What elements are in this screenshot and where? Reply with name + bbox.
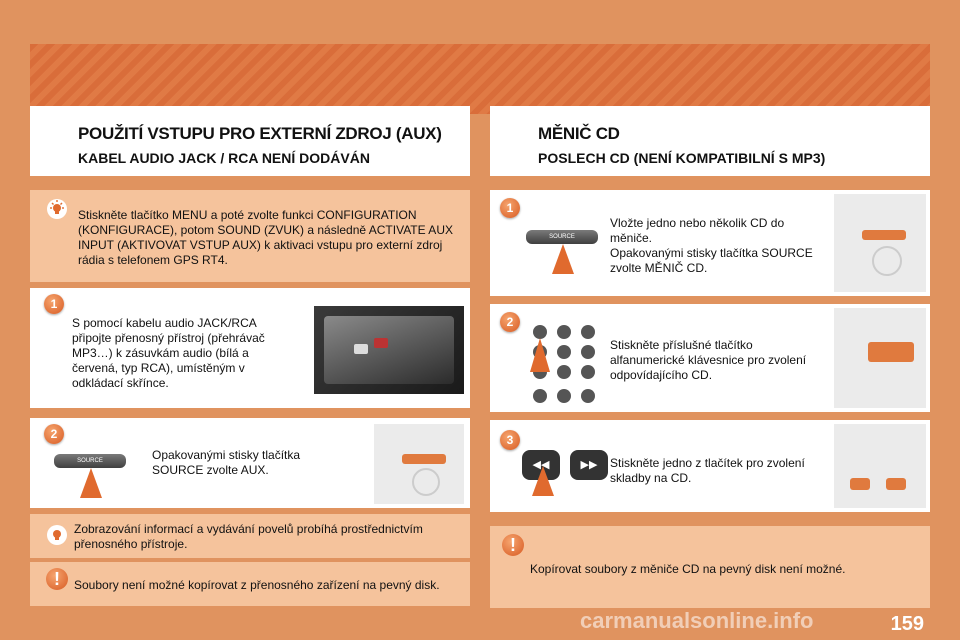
keypad-icon <box>528 322 604 406</box>
right-step-1 <box>490 190 930 296</box>
left-step-1-text: S pomocí kabelu audio JACK/RCA připojte přenosný přístroj (přehrávač MP3…) k zásuvkám audio (bílá a červená, typ RCA), umístěným v odkládací skřínce. <box>72 316 265 390</box>
step-number-badge: 2 <box>44 424 64 444</box>
radio-seek-highlight-left <box>850 478 870 490</box>
radio-source-highlight <box>862 230 906 240</box>
step-number-badge: 1 <box>500 198 520 218</box>
radio-source-highlight <box>402 454 446 464</box>
left-tip-display <box>30 514 470 558</box>
step-number-badge: 1 <box>44 294 64 314</box>
right-step-3 <box>490 420 930 512</box>
left-header <box>30 106 470 176</box>
left-title: POUŽITÍ VSTUPU PRO EXTERNÍ ZDROJ (AUX) <box>78 124 442 143</box>
radio-knob <box>872 246 902 276</box>
left-tip-display-text: Zobrazování informací a vydávání povelů probíhá prostřednictvím přenosného přístroje. <box>74 522 423 551</box>
watermark: carmanualsonline.info <box>580 608 814 633</box>
left-step-2 <box>30 418 470 508</box>
right-step-2-text: Stiskněte příslušné tlačítko alfanumerické klávesnice pro zvolení odpovídajícího CD. <box>610 338 807 382</box>
radio-keypad-highlight <box>868 342 914 362</box>
warning-icon: ! <box>502 534 524 556</box>
right-title: MĚNIČ CD <box>538 124 620 143</box>
rca-socket-white <box>354 344 368 354</box>
header-stripe-band <box>30 44 930 114</box>
left-warning-text: Soubory není možné kopírovat z přenosného zařízení na pevný disk. <box>74 578 440 592</box>
radio-unit-thumbnail <box>374 424 464 504</box>
source-button-illustration: SOURCE <box>526 230 598 244</box>
press-arrow-icon <box>80 468 102 498</box>
right-step-3-text: Stiskněte jedno z tlačítek pro zvolení skladby na CD. <box>610 456 805 485</box>
glovebox-photo-panel <box>324 316 454 384</box>
step-number-badge: 3 <box>500 430 520 450</box>
lightbulb-icon <box>46 198 68 220</box>
right-header <box>490 106 930 176</box>
warning-icon: ! <box>46 568 68 590</box>
press-arrow-icon <box>552 244 574 274</box>
press-arrow-icon <box>532 466 554 496</box>
fast-forward-icon: ▶▶ <box>580 459 598 471</box>
right-step-1-text: Vložte jedno nebo několik CD do měniče. Opakovanými stisky tlačítka SOURCE zvolte MĚNIČ CD. <box>610 216 813 275</box>
source-button-illustration: SOURCE <box>54 454 126 468</box>
step-number-badge: 2 <box>500 312 520 332</box>
left-step-2-text: Opakovanými stisky tlačítka SOURCE zvolte AUX. <box>152 448 301 477</box>
right-step-2 <box>490 304 930 412</box>
rca-socket-red <box>374 338 388 348</box>
radio-knob <box>412 468 440 496</box>
left-subtitle: KABEL AUDIO JACK / RCA NENÍ DODÁVÁN <box>78 150 370 166</box>
radio-seek-highlight-right <box>886 478 906 490</box>
rewind-icon: ◀◀ <box>532 459 550 471</box>
lightbulb-icon <box>46 524 68 546</box>
page-number: 159 <box>890 613 924 635</box>
right-warning <box>490 526 930 608</box>
left-tip-menu-text: Stiskněte tlačítko MENU a poté zvolte funkci CONFIGURATION (KONFIGURACE), potom SOUND (ZVUK) a následně ACTIVATE AUX INPUT (AKTIVOVAT VSTUP AUX) k aktivaci vstupu pro externí zdroj rádia s telefonem GPS RT4. <box>78 208 453 267</box>
radio-keypad-thumbnail <box>834 308 926 408</box>
right-subtitle: POSLECH CD (NENÍ KOMPATIBILNÍ S MP3) <box>538 150 826 166</box>
glovebox-photo <box>314 306 464 394</box>
left-tip-menu <box>30 190 470 282</box>
left-step-1 <box>30 288 470 408</box>
forward-button-illustration <box>570 450 608 480</box>
radio-seek-thumbnail <box>834 424 926 508</box>
radio-unit-thumbnail <box>834 194 926 292</box>
keypad-illustration <box>528 322 604 406</box>
left-warning <box>30 562 470 606</box>
right-warning-text: Kopírovat soubory z měniče CD na pevný disk není možné. <box>530 562 846 576</box>
